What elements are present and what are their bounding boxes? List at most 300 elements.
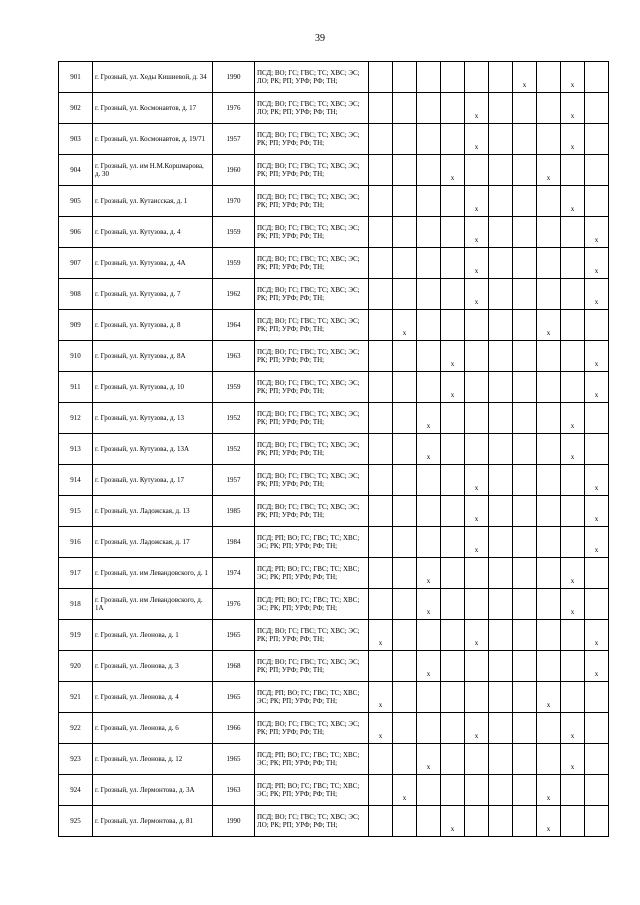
address-cell: г. Грозный, ул. Леонова, д. 4 xyxy=(93,682,213,713)
mark-cell xyxy=(393,527,417,558)
mark-value: x xyxy=(378,639,383,647)
mark-cell xyxy=(441,589,465,620)
table-row xyxy=(59,744,609,775)
works-list-cell: ПСД; ВО; ГС; ГВС; ТС; ХВС; ЭС; РК; РП; УРФ; РФ; ТН; xyxy=(255,279,369,310)
mark-value: x xyxy=(594,670,599,678)
mark-cell xyxy=(417,217,441,248)
mark-cell xyxy=(393,620,417,651)
mark-cell xyxy=(393,186,417,217)
mark-cell xyxy=(561,248,585,279)
row-number: 916 xyxy=(59,527,93,558)
mark-cell xyxy=(393,62,417,93)
mark-cell xyxy=(417,62,441,93)
mark-cell xyxy=(369,713,393,744)
mark-cell xyxy=(537,310,561,341)
row-number: 901 xyxy=(59,62,93,93)
row-number: 915 xyxy=(59,496,93,527)
mark-value: x xyxy=(594,484,599,492)
table-row xyxy=(59,434,609,465)
year-cell: 1959 xyxy=(213,372,255,403)
mark-cell xyxy=(513,806,537,837)
address-cell: г. Грозный, ул. Леонова, д. 1 xyxy=(93,620,213,651)
mark-cell xyxy=(465,62,489,93)
mark-cell xyxy=(513,93,537,124)
mark-cell xyxy=(513,279,537,310)
mark-cell xyxy=(369,589,393,620)
works-list-cell: ПСД; ВО; ГС; ГВС; ТС; ХВС; ЭС; РК; РП; УРФ; РФ; ТН; xyxy=(255,620,369,651)
table-row xyxy=(59,217,609,248)
address-cell: г. Грозный, ул. Кутузова, д. 17 xyxy=(93,465,213,496)
mark-cell xyxy=(369,744,393,775)
mark-cell xyxy=(417,248,441,279)
mark-cell xyxy=(417,651,441,682)
mark-cell xyxy=(489,62,513,93)
row-number: 921 xyxy=(59,682,93,713)
works-list-cell: ПСД; ВО; ГС; ГВС; ТС; ХВС; ЭС; РК; РП; УРФ; РФ; ТН; xyxy=(255,217,369,248)
mark-cell xyxy=(585,744,609,775)
works-list-cell: ПСД; ВО; ГС; ГВС; ТС; ХВС; ЭС; РК; РП; УРФ; РФ; ТН; xyxy=(255,372,369,403)
mark-cell xyxy=(513,403,537,434)
table-row xyxy=(59,620,609,651)
mark-value: x xyxy=(474,732,479,740)
mark-cell xyxy=(585,682,609,713)
housing-register-table xyxy=(58,61,609,837)
mark-cell xyxy=(513,186,537,217)
mark-cell xyxy=(537,527,561,558)
mark-cell xyxy=(369,155,393,186)
works-list-cell: ПСД; ВО; ГС; ГВС; ТС; ХВС; ЭС; РК; РП; УРФ; РФ; ТН; xyxy=(255,465,369,496)
mark-cell xyxy=(537,279,561,310)
mark-cell xyxy=(561,186,585,217)
mark-cell xyxy=(369,372,393,403)
mark-cell xyxy=(513,62,537,93)
mark-cell xyxy=(441,217,465,248)
mark-cell xyxy=(561,744,585,775)
mark-cell xyxy=(513,744,537,775)
mark-value: x xyxy=(474,484,479,492)
mark-cell xyxy=(513,682,537,713)
row-number: 912 xyxy=(59,403,93,434)
row-number: 905 xyxy=(59,186,93,217)
mark-cell xyxy=(369,558,393,589)
mark-cell xyxy=(585,248,609,279)
year-cell: 1965 xyxy=(213,620,255,651)
mark-cell xyxy=(537,372,561,403)
mark-cell xyxy=(561,372,585,403)
table-row xyxy=(59,155,609,186)
mark-cell xyxy=(513,527,537,558)
mark-value: x xyxy=(570,453,575,461)
mark-value: x xyxy=(594,639,599,647)
mark-cell xyxy=(393,806,417,837)
mark-cell xyxy=(561,310,585,341)
mark-cell xyxy=(513,372,537,403)
works-list-cell: ПСД; ВО; ГС; ГВС; ТС; ХВС; ЭС; РК; РП; УРФ; РФ; ТН; xyxy=(255,434,369,465)
mark-cell xyxy=(393,775,417,806)
mark-cell xyxy=(369,775,393,806)
mark-cell xyxy=(369,496,393,527)
table-row xyxy=(59,372,609,403)
table-row xyxy=(59,558,609,589)
address-cell: г. Грозный, ул. Кутузова, д. 13А xyxy=(93,434,213,465)
year-cell: 1960 xyxy=(213,155,255,186)
mark-cell xyxy=(441,62,465,93)
row-number: 908 xyxy=(59,279,93,310)
mark-cell xyxy=(585,155,609,186)
address-cell: г. Грозный, ул. им Левандовского, д. 1А xyxy=(93,589,213,620)
mark-cell xyxy=(585,651,609,682)
mark-cell xyxy=(513,589,537,620)
mark-cell xyxy=(441,186,465,217)
mark-cell xyxy=(585,341,609,372)
mark-value: x xyxy=(546,825,551,833)
mark-cell xyxy=(417,589,441,620)
mark-cell xyxy=(417,744,441,775)
table-row xyxy=(59,682,609,713)
year-cell: 1976 xyxy=(213,93,255,124)
mark-cell xyxy=(417,620,441,651)
mark-cell xyxy=(513,713,537,744)
mark-cell xyxy=(537,589,561,620)
mark-cell xyxy=(513,465,537,496)
mark-cell xyxy=(393,248,417,279)
mark-cell xyxy=(417,434,441,465)
year-cell: 1970 xyxy=(213,186,255,217)
mark-cell xyxy=(513,651,537,682)
works-list-cell: ПСД; РП; ВО; ГС; ГВС; ТС; ХВС; ЭС; РК; РП; УРФ; РФ; ТН; xyxy=(255,589,369,620)
mark-value: x xyxy=(594,236,599,244)
address-cell: г. Грозный, ул. им Левандовского, д. 1 xyxy=(93,558,213,589)
year-cell: 1959 xyxy=(213,248,255,279)
mark-value: x xyxy=(474,112,479,120)
row-number: 907 xyxy=(59,248,93,279)
mark-cell xyxy=(393,124,417,155)
row-number: 910 xyxy=(59,341,93,372)
table-row xyxy=(59,62,609,93)
mark-cell xyxy=(393,341,417,372)
mark-cell xyxy=(441,558,465,589)
mark-cell xyxy=(393,217,417,248)
mark-cell xyxy=(417,93,441,124)
mark-cell xyxy=(393,372,417,403)
table-row xyxy=(59,527,609,558)
works-list-cell: ПСД; ВО; ГС; ГВС; ТС; ХВС; ЭС; РК; РП; УРФ; РФ; ТН; xyxy=(255,403,369,434)
mark-cell xyxy=(489,279,513,310)
table-row xyxy=(59,124,609,155)
mark-cell xyxy=(537,620,561,651)
row-number: 923 xyxy=(59,744,93,775)
mark-cell xyxy=(537,651,561,682)
row-number: 909 xyxy=(59,310,93,341)
mark-value: x xyxy=(570,112,575,120)
mark-cell xyxy=(441,527,465,558)
mark-value: x xyxy=(546,329,551,337)
mark-cell xyxy=(489,713,513,744)
mark-cell xyxy=(561,527,585,558)
year-cell: 1957 xyxy=(213,124,255,155)
mark-cell xyxy=(561,124,585,155)
address-cell: г. Грозный, ул. Леонова, д. 6 xyxy=(93,713,213,744)
mark-cell xyxy=(585,186,609,217)
mark-cell xyxy=(417,558,441,589)
row-number: 917 xyxy=(59,558,93,589)
mark-cell xyxy=(441,806,465,837)
row-number: 903 xyxy=(59,124,93,155)
address-cell: г. Грозный, ул. Кутузова, д. 13 xyxy=(93,403,213,434)
works-list-cell: ПСД; ВО; ГС; ГВС; ТС; ХВС; ЭС; РК; РП; УРФ; РФ; ТН; xyxy=(255,155,369,186)
address-cell: г. Грозный, ул. Хеды Кишиевой, д. 34 xyxy=(93,62,213,93)
mark-value: x xyxy=(522,81,527,89)
works-list-cell: ПСД; ВО; ГС; ГВС; ТС; ХВС; ЭС; РК; РП; УРФ; РФ; ТН; xyxy=(255,713,369,744)
year-cell: 1952 xyxy=(213,403,255,434)
mark-cell xyxy=(393,93,417,124)
mark-cell xyxy=(489,403,513,434)
mark-cell xyxy=(393,651,417,682)
row-number: 920 xyxy=(59,651,93,682)
address-cell: г. Грозный, ул. Кутузова, д. 7 xyxy=(93,279,213,310)
mark-cell xyxy=(489,744,513,775)
mark-value: x xyxy=(570,205,575,213)
mark-value: x xyxy=(378,701,383,709)
address-cell: г. Грозный, ул. Кутузова, д. 10 xyxy=(93,372,213,403)
address-cell: г. Грозный, ул. Кутузова, д. 4 xyxy=(93,217,213,248)
mark-cell xyxy=(465,558,489,589)
mark-cell xyxy=(441,155,465,186)
year-cell: 1963 xyxy=(213,775,255,806)
year-cell: 1959 xyxy=(213,217,255,248)
mark-value: x xyxy=(594,546,599,554)
mark-cell xyxy=(585,465,609,496)
mark-value: x xyxy=(474,143,479,151)
mark-value: x xyxy=(570,422,575,430)
mark-cell xyxy=(369,310,393,341)
mark-cell xyxy=(441,310,465,341)
row-number: 913 xyxy=(59,434,93,465)
mark-cell xyxy=(561,620,585,651)
mark-cell xyxy=(465,124,489,155)
mark-cell xyxy=(513,341,537,372)
works-list-cell: ПСД; РП; ВО; ГС; ГВС; ТС; ХВС; ЭС; РК; РП; УРФ; РФ; ТН; xyxy=(255,744,369,775)
mark-cell xyxy=(561,217,585,248)
table-row xyxy=(59,279,609,310)
mark-cell xyxy=(489,465,513,496)
mark-cell xyxy=(489,310,513,341)
row-number: 914 xyxy=(59,465,93,496)
mark-cell xyxy=(393,403,417,434)
mark-value: x xyxy=(474,298,479,306)
mark-cell xyxy=(537,434,561,465)
year-cell: 1990 xyxy=(213,62,255,93)
works-list-cell: ПСД; ВО; ГС; ГВС; ТС; ХВС; ЭС; РК; РП; УРФ; РФ; ТН; xyxy=(255,341,369,372)
mark-cell xyxy=(465,496,489,527)
mark-cell xyxy=(585,558,609,589)
row-number: 902 xyxy=(59,93,93,124)
mark-cell xyxy=(561,651,585,682)
row-number: 904 xyxy=(59,155,93,186)
mark-cell xyxy=(465,744,489,775)
mark-cell xyxy=(561,806,585,837)
mark-cell xyxy=(393,558,417,589)
mark-cell xyxy=(489,527,513,558)
mark-cell xyxy=(417,403,441,434)
mark-cell xyxy=(489,434,513,465)
mark-value: x xyxy=(570,608,575,616)
mark-cell xyxy=(561,62,585,93)
mark-cell xyxy=(585,775,609,806)
mark-cell xyxy=(465,186,489,217)
address-cell: г. Грозный, ул. Кутузова, д. 8А xyxy=(93,341,213,372)
mark-value: x xyxy=(450,825,455,833)
mark-value: x xyxy=(426,453,431,461)
mark-value: x xyxy=(474,639,479,647)
mark-cell xyxy=(513,558,537,589)
mark-cell xyxy=(369,403,393,434)
mark-cell xyxy=(489,682,513,713)
mark-value: x xyxy=(474,236,479,244)
mark-cell xyxy=(561,589,585,620)
address-cell: г. Грозный, ул. Лермонтова, д. 3А xyxy=(93,775,213,806)
year-cell: 1962 xyxy=(213,279,255,310)
mark-cell xyxy=(585,806,609,837)
mark-cell xyxy=(465,465,489,496)
mark-cell xyxy=(369,341,393,372)
mark-cell xyxy=(513,310,537,341)
mark-cell xyxy=(393,465,417,496)
mark-cell xyxy=(465,775,489,806)
address-cell: г. Грозный, ул. Ладожская, д. 17 xyxy=(93,527,213,558)
mark-value: x xyxy=(426,577,431,585)
mark-cell xyxy=(417,310,441,341)
mark-cell xyxy=(393,279,417,310)
mark-cell xyxy=(441,496,465,527)
mark-cell xyxy=(585,279,609,310)
works-list-cell: ПСД; ВО; ГС; ГВС; ТС; ХВС; ЭС; РК; РП; УРФ; РФ; ТН; xyxy=(255,186,369,217)
works-list-cell: ПСД; РП; ВО; ГС; ГВС; ТС; ХВС; ЭС; РК; РП; УРФ; РФ; ТН; xyxy=(255,527,369,558)
mark-value: x xyxy=(378,732,383,740)
mark-cell xyxy=(537,62,561,93)
mark-cell xyxy=(417,465,441,496)
row-number: 924 xyxy=(59,775,93,806)
mark-cell xyxy=(369,248,393,279)
mark-cell xyxy=(561,279,585,310)
mark-cell xyxy=(537,403,561,434)
works-list-cell: ПСД; РП; ВО; ГС; ГВС; ТС; ХВС; ЭС; РК; РП; УРФ; РФ; ТН; xyxy=(255,682,369,713)
mark-value: x xyxy=(426,422,431,430)
works-list-cell: ПСД; ВО; ГС; ГВС; ТС; ХВС; ЭС; ЛО; РК; РП; УРФ; РФ; ТН; xyxy=(255,93,369,124)
mark-cell xyxy=(489,124,513,155)
mark-cell xyxy=(465,682,489,713)
mark-cell xyxy=(585,62,609,93)
mark-cell xyxy=(537,217,561,248)
works-list-cell: ПСД; ВО; ГС; ГВС; ТС; ХВС; ЭС; ЛО; РК; РП; УРФ; РФ; ТН; xyxy=(255,806,369,837)
mark-cell xyxy=(369,186,393,217)
mark-cell xyxy=(513,496,537,527)
mark-cell xyxy=(393,713,417,744)
year-cell: 1965 xyxy=(213,682,255,713)
row-number: 919 xyxy=(59,620,93,651)
mark-cell xyxy=(441,93,465,124)
works-list-cell: ПСД; ВО; ГС; ГВС; ТС; ХВС; ЭС; ЛО; РК; РП; УРФ; РФ; ТН; xyxy=(255,62,369,93)
row-number: 922 xyxy=(59,713,93,744)
address-cell: г. Грозный, ул. Ладожская, д. 13 xyxy=(93,496,213,527)
mark-cell xyxy=(417,713,441,744)
mark-cell xyxy=(441,124,465,155)
mark-cell xyxy=(393,682,417,713)
year-cell: 1957 xyxy=(213,465,255,496)
mark-cell xyxy=(465,372,489,403)
mark-cell xyxy=(561,496,585,527)
mark-cell xyxy=(441,403,465,434)
table-row xyxy=(59,806,609,837)
mark-cell xyxy=(393,310,417,341)
mark-cell xyxy=(537,806,561,837)
mark-value: x xyxy=(450,174,455,182)
mark-value: x xyxy=(570,763,575,771)
mark-cell xyxy=(489,341,513,372)
mark-cell xyxy=(465,620,489,651)
mark-cell xyxy=(561,341,585,372)
mark-cell xyxy=(369,62,393,93)
works-list-cell: ПСД; ВО; ГС; ГВС; ТС; ХВС; ЭС; РК; РП; УРФ; РФ; ТН; xyxy=(255,496,369,527)
mark-cell xyxy=(513,155,537,186)
mark-cell xyxy=(537,744,561,775)
mark-cell xyxy=(441,465,465,496)
mark-cell xyxy=(489,186,513,217)
row-number: 925 xyxy=(59,806,93,837)
mark-cell xyxy=(369,682,393,713)
mark-cell xyxy=(441,341,465,372)
address-cell: г. Грозный, ул. Леонова, д. 3 xyxy=(93,651,213,682)
mark-cell xyxy=(585,713,609,744)
mark-cell xyxy=(465,93,489,124)
mark-cell xyxy=(441,682,465,713)
address-cell: г. Грозный, ул. Кутузова, д. 8 xyxy=(93,310,213,341)
mark-cell xyxy=(561,155,585,186)
year-cell: 1984 xyxy=(213,527,255,558)
mark-cell xyxy=(441,372,465,403)
year-cell: 1974 xyxy=(213,558,255,589)
mark-cell xyxy=(441,434,465,465)
mark-value: x xyxy=(426,763,431,771)
mark-cell xyxy=(369,651,393,682)
mark-value: x xyxy=(546,701,551,709)
mark-cell xyxy=(369,217,393,248)
mark-cell xyxy=(441,620,465,651)
mark-cell xyxy=(561,434,585,465)
mark-cell xyxy=(585,496,609,527)
mark-cell xyxy=(369,806,393,837)
mark-value: x xyxy=(546,174,551,182)
mark-cell xyxy=(393,155,417,186)
mark-cell xyxy=(417,155,441,186)
mark-cell xyxy=(465,403,489,434)
mark-value: x xyxy=(426,608,431,616)
mark-cell xyxy=(585,620,609,651)
mark-value: x xyxy=(594,360,599,368)
mark-cell xyxy=(537,248,561,279)
mark-cell xyxy=(585,124,609,155)
mark-cell xyxy=(441,775,465,806)
address-cell: г. Грозный, ул. им Н.М.Коршмарова, д. 30 xyxy=(93,155,213,186)
works-list-cell: ПСД; ВО; ГС; ГВС; ТС; ХВС; ЭС; РК; РП; УРФ; РФ; ТН; xyxy=(255,248,369,279)
mark-cell xyxy=(369,434,393,465)
mark-cell xyxy=(585,589,609,620)
mark-cell xyxy=(465,279,489,310)
mark-value: x xyxy=(594,298,599,306)
mark-cell xyxy=(537,186,561,217)
mark-cell xyxy=(489,93,513,124)
row-number: 906 xyxy=(59,217,93,248)
